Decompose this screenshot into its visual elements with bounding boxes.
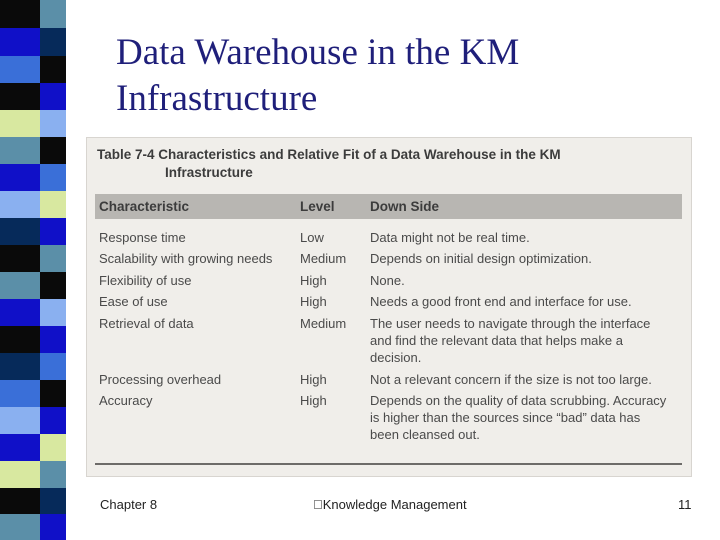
table-caption-line1: Table 7-4 Characteristics and Relative Fit of a Data Warehouse in the KM: [97, 147, 561, 162]
footer-title: Knowledge Management: [313, 497, 457, 512]
decorative-stripe: [0, 0, 66, 540]
row-characteristic: Response time: [99, 230, 186, 245]
row-down-side: Data might not be real time.: [370, 230, 530, 245]
row-level: High: [300, 393, 327, 408]
row-down-side: decision.: [370, 350, 422, 365]
row-down-side: is higher than the sources since “bad” data has: [370, 410, 641, 425]
header-down-side: Down Side: [370, 199, 440, 214]
row-down-side: been cleansed out.: [370, 427, 480, 442]
row-level: Medium: [300, 251, 347, 266]
slide-title-line1: Data Warehouse in the KM: [116, 32, 520, 73]
table-caption-line2: Infrastructure: [165, 165, 253, 180]
row-level: Medium: [300, 316, 347, 331]
table-caption: [97, 146, 561, 182]
table-bottom-rule: [95, 463, 682, 465]
header-level: Level: [300, 199, 335, 214]
row-characteristic: Ease of use: [99, 294, 168, 309]
row-level: Low: [300, 230, 324, 245]
row-characteristic: Flexibility of use: [99, 273, 192, 288]
row-down-side: The user needs to navigate through the interface: [370, 316, 651, 331]
row-level: High: [300, 273, 327, 288]
header-characteristic: Characteristic: [99, 199, 190, 214]
row-down-side: Depends on initial design optimization.: [370, 251, 592, 266]
table-header: [95, 194, 682, 219]
row-characteristic: Accuracy: [99, 393, 153, 408]
scanned-table-image: [86, 137, 692, 477]
row-characteristic: Scalability with growing needs: [99, 251, 273, 266]
row-characteristic: Retrieval of data: [99, 316, 194, 331]
row-down-side: None.: [370, 273, 405, 288]
slide-title: [116, 30, 519, 122]
slide-title-line2: Infrastructure: [116, 78, 318, 119]
row-level: High: [300, 294, 327, 309]
row-level: High: [300, 372, 327, 387]
footer-chapter: Chapter 8: [100, 497, 158, 512]
footer-page-number: 11: [678, 497, 692, 512]
row-characteristic: Processing overhead: [99, 372, 222, 387]
row-down-side: Needs a good front end and interface for use.: [370, 294, 632, 309]
row-down-side: Not a relevant concern if the size is not too large.: [370, 372, 652, 387]
row-down-side: Depends on the quality of data scrubbing. Accuracy: [370, 393, 667, 408]
row-down-side: and find the relevant data that helps make a: [370, 333, 623, 348]
